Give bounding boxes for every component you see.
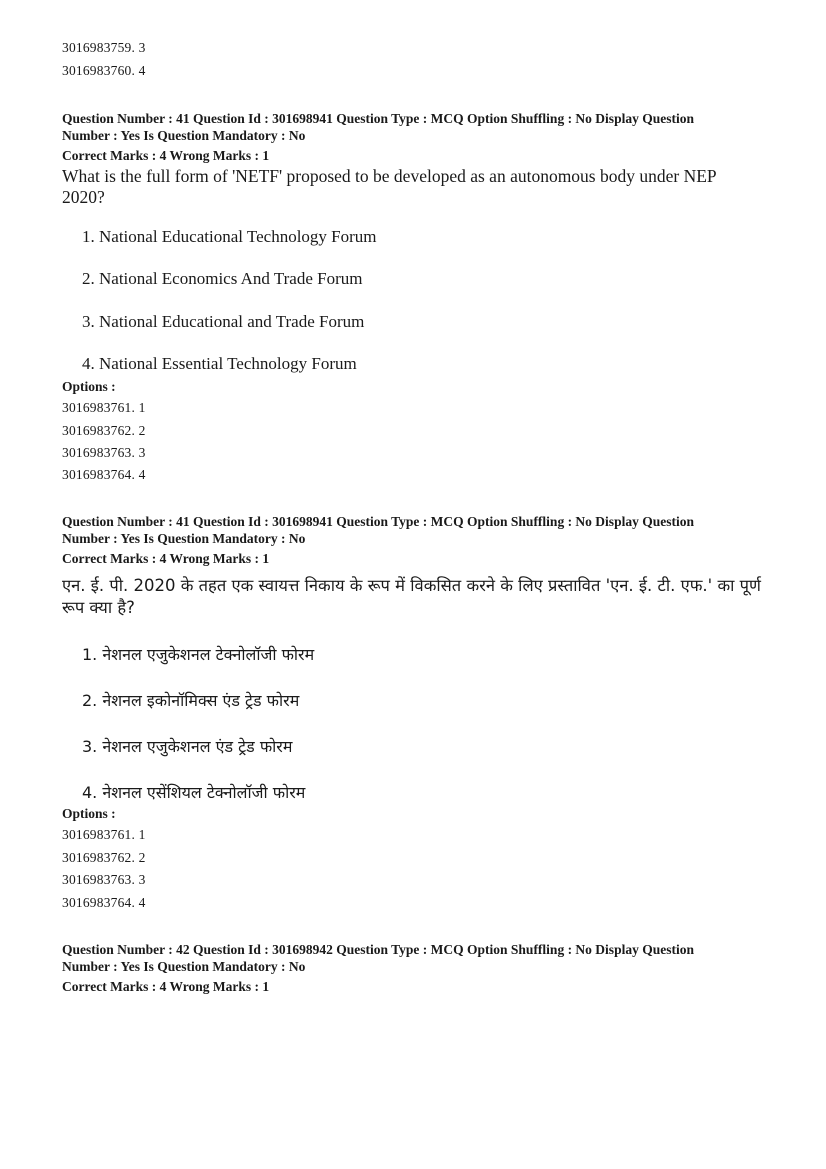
choice-item: 1. National Educational Technology Forum xyxy=(82,227,377,246)
q41-hi-question-text: एन. ई. पी. 2020 के तहत एक स्वायत्त निकाय के रूप में विकसित करने के लिए प्रस्तावित 'एन. ई. टी. एफ.' का पूर्ण रूप क्या है? xyxy=(62,576,761,617)
question-meta-line: Question Number : 41 Question Id : 301698941 Question Type : MCQ Option Shuffling : No Display Question xyxy=(62,514,694,529)
q41-en-meta xyxy=(62,110,762,164)
option-id-line: 3016983761. 1 xyxy=(62,827,146,842)
question-meta-line: Question Number : 42 Question Id : 301698942 Question Type : MCQ Option Shuffling : No Display Question xyxy=(62,942,694,957)
question-meta-line: Number : Yes Is Question Mandatory : No xyxy=(62,128,306,143)
choice-item: 2. नेशनल इकोनॉमिक्स एंड ट्रेड फोरम xyxy=(82,691,300,710)
option-id-line: 3016983761. 1 xyxy=(62,400,146,415)
question-meta-line: Question Number : 41 Question Id : 301698941 Question Type : MCQ Option Shuffling : No Display Question xyxy=(62,111,694,126)
marks-line: Correct Marks : 4 Wrong Marks : 1 xyxy=(62,979,270,994)
option-id-line: 3016983759. 3 xyxy=(62,40,146,55)
choice-item: 4. नेशनल एसेंशियल टेक्नोलॉजी फोरम xyxy=(82,783,306,802)
marks-line: Correct Marks : 4 Wrong Marks : 1 xyxy=(62,148,270,163)
question-meta-line: Number : Yes Is Question Mandatory : No xyxy=(62,531,306,546)
option-id-line: 3016983762. 2 xyxy=(62,423,146,438)
choice-item: 3. National Educational and Trade Forum xyxy=(82,312,365,331)
question-meta-line: Number : Yes Is Question Mandatory : No xyxy=(62,959,306,974)
option-id-line: 3016983764. 4 xyxy=(62,467,146,482)
choice-item: 4. National Essential Technology Forum xyxy=(82,354,357,373)
q41-en-question-text: What is the full form of 'NETF' proposed to be developed as an autonomous body under NEP 2020? xyxy=(62,166,717,207)
option-id-line: 3016983764. 4 xyxy=(62,895,146,910)
choice-item: 3. नेशनल एजुकेशनल एंड ट्रेड फोरम xyxy=(82,737,293,756)
choice-item: 1. नेशनल एजुकेशनल टेक्नोलॉजी फोरम xyxy=(82,645,315,664)
choice-item: 2. National Economics And Trade Forum xyxy=(82,269,363,288)
marks-line: Correct Marks : 4 Wrong Marks : 1 xyxy=(62,551,270,566)
option-id-line: 3016983760. 4 xyxy=(62,63,146,78)
option-id-line: 3016983763. 3 xyxy=(62,872,146,887)
options-label: Options : xyxy=(62,379,116,394)
options-label: Options : xyxy=(62,806,116,821)
option-id-line: 3016983762. 2 xyxy=(62,850,146,865)
q41-hi-meta xyxy=(62,513,762,567)
option-id-line: 3016983763. 3 xyxy=(62,445,146,460)
q42-meta xyxy=(62,941,762,995)
